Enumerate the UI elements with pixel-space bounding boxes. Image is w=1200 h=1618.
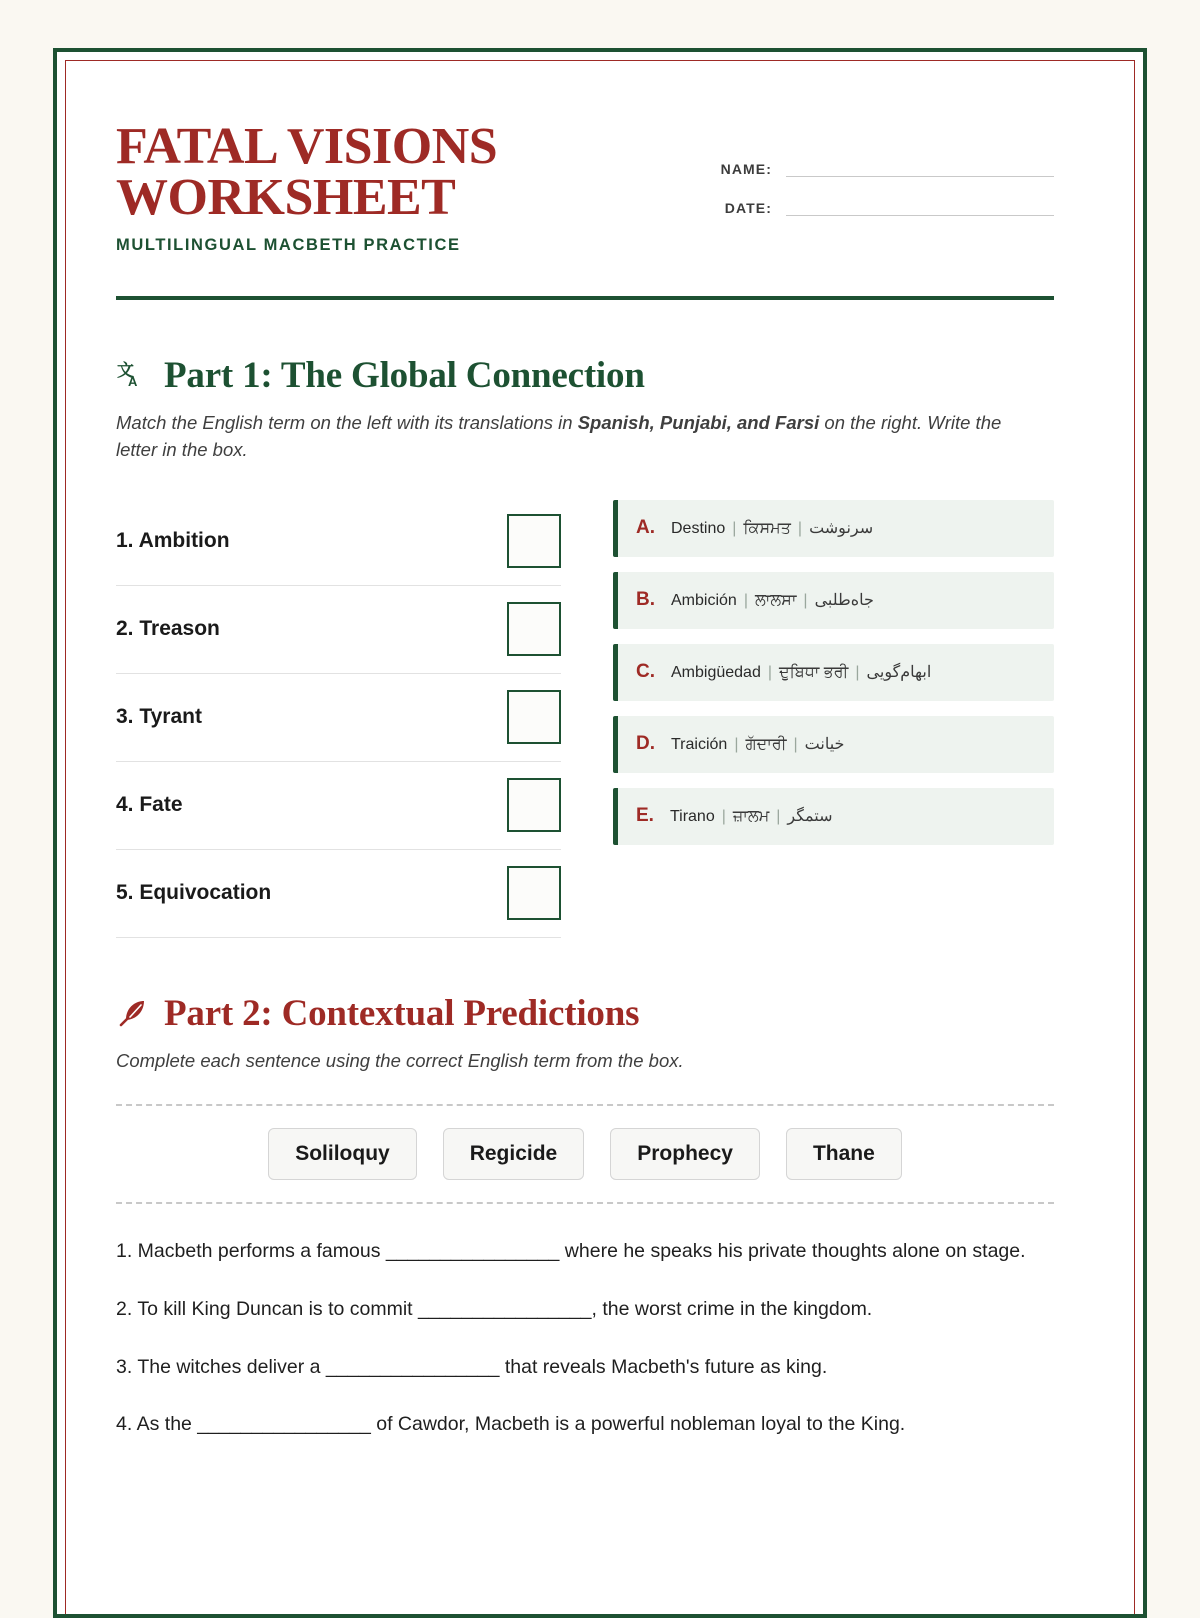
option-letter: E.	[636, 805, 654, 827]
separator: |	[776, 808, 781, 826]
list-item: 2. To kill King Duncan is to commit ________________, the worst crime in the kingdom.	[116, 1298, 873, 1321]
answer-box-5[interactable]	[507, 866, 561, 920]
separator: |	[734, 736, 739, 754]
option-letter: A.	[636, 517, 655, 539]
option-farsi: خیانت	[804, 736, 845, 754]
word-bank	[116, 1104, 1054, 1204]
word-chip-soliloquy[interactable]: Soliloquy	[268, 1128, 417, 1180]
term-label: 2. Treason	[116, 617, 220, 641]
part1-title: Part 1: The Global Connection	[164, 355, 645, 396]
table-row	[116, 498, 561, 586]
part1-desc-post: on the right. Write the letter in the box.	[116, 412, 1002, 460]
term-label: 5. Equivocation	[116, 881, 272, 905]
name-label: NAME:	[720, 161, 772, 177]
table-row	[116, 850, 561, 938]
question-list	[116, 1236, 1054, 1440]
option-spanish: Ambigüedad	[671, 664, 761, 682]
date-input-line[interactable]	[786, 197, 1054, 216]
option-punjabi: ਗੱਦਾਰੀ	[745, 736, 787, 754]
separator: |	[803, 592, 808, 610]
answer-box-3[interactable]	[507, 690, 561, 744]
part1-desc-pre: Match the English term on the left with its translations in	[116, 412, 578, 433]
list-item: 1. Macbeth performs a famous ________________ where he speaks his private thoughts alone on stage.	[116, 1240, 1026, 1263]
option-spanish: Destino	[671, 520, 726, 538]
worksheet-page	[53, 48, 1147, 1618]
table-row	[116, 762, 561, 850]
date-row	[714, 197, 1054, 216]
option-text	[671, 590, 874, 610]
term-label: 3. Tyrant	[116, 705, 202, 729]
answer-box-1[interactable]	[507, 514, 561, 568]
title-block	[116, 118, 636, 255]
list-item[interactable]	[613, 644, 1054, 701]
option-farsi: سرنوشت	[809, 520, 874, 538]
translate-icon	[116, 359, 150, 393]
option-punjabi: ਦੁਬਿਧਾ ਭਰੀ	[779, 664, 849, 682]
part2-heading-row	[116, 992, 1054, 1035]
option-text	[671, 518, 873, 538]
separator: |	[793, 736, 798, 754]
term-label: 1. Ambition	[116, 529, 230, 553]
separator: |	[721, 808, 726, 826]
option-letter: B.	[636, 589, 655, 611]
option-text	[670, 806, 833, 826]
option-spanish: Ambición	[671, 592, 737, 610]
answer-box-2[interactable]	[507, 602, 561, 656]
part1-description	[116, 410, 1036, 464]
worksheet-header	[116, 118, 1054, 292]
header-divider	[116, 296, 1054, 300]
student-meta-block	[714, 158, 1054, 236]
separator: |	[797, 520, 803, 538]
part1-desc-bold: Spanish, Punjabi, and Farsi	[577, 412, 820, 433]
list-item: 4. As the ________________ of Cawdor, Macbeth is a powerful nobleman loyal to the King.	[116, 1413, 906, 1436]
option-spanish: Traición	[671, 736, 728, 754]
word-chip-regicide[interactable]: Regicide	[443, 1128, 585, 1180]
name-row	[714, 158, 1054, 177]
matching-exercise	[116, 498, 1054, 938]
page-title: FATAL VISIONS WORKSHEET	[116, 118, 498, 226]
term-label: 4. Fate	[116, 793, 183, 817]
list-item[interactable]	[613, 788, 1054, 845]
page-subtitle: MULTILINGUAL MACBETH PRACTICE	[116, 235, 461, 254]
name-input-line[interactable]	[786, 158, 1054, 177]
list-item[interactable]	[613, 572, 1054, 629]
worksheet-content	[116, 118, 1054, 1467]
part2-title: Part 2: Contextual Predictions	[164, 992, 640, 1034]
list-item[interactable]	[613, 716, 1054, 773]
word-chip-thane[interactable]: Thane	[786, 1128, 902, 1180]
option-letter: C.	[636, 661, 655, 683]
svg-text:A: A	[128, 373, 138, 389]
matching-terms-column	[116, 498, 561, 938]
option-text	[671, 662, 931, 682]
option-punjabi: ਲਾਲਸਾ	[754, 592, 797, 610]
word-chip-prophecy[interactable]: Prophecy	[610, 1128, 760, 1180]
separator: |	[855, 664, 860, 682]
option-farsi: جاه‌طلبی	[814, 592, 874, 610]
table-row	[116, 674, 561, 762]
svg-text:文: 文	[117, 360, 134, 380]
table-row	[116, 586, 561, 674]
list-item: 3. The witches deliver a ________________ that reveals Macbeth's future as king.	[116, 1355, 828, 1378]
option-punjabi: ਕਿਸਮਤ	[743, 520, 791, 538]
option-letter: D.	[636, 733, 655, 755]
separator: |	[767, 664, 772, 682]
separator: |	[743, 592, 748, 610]
part2-description: Complete each sentence using the correct English term from the box.	[116, 1049, 684, 1071]
part1-heading-row	[116, 354, 1054, 397]
option-farsi: ستمگر	[787, 808, 833, 826]
list-item[interactable]	[613, 500, 1054, 557]
answer-box-4[interactable]	[507, 778, 561, 832]
quill-icon	[116, 996, 150, 1030]
option-text	[671, 734, 844, 754]
separator: |	[732, 520, 737, 538]
matching-options-column	[613, 498, 1054, 938]
option-punjabi: ਜ਼ਾਲਮ	[732, 808, 770, 826]
date-label: DATE:	[724, 200, 772, 216]
option-spanish: Tirano	[669, 808, 715, 826]
option-farsi: ابهام‌گویی	[866, 664, 932, 682]
